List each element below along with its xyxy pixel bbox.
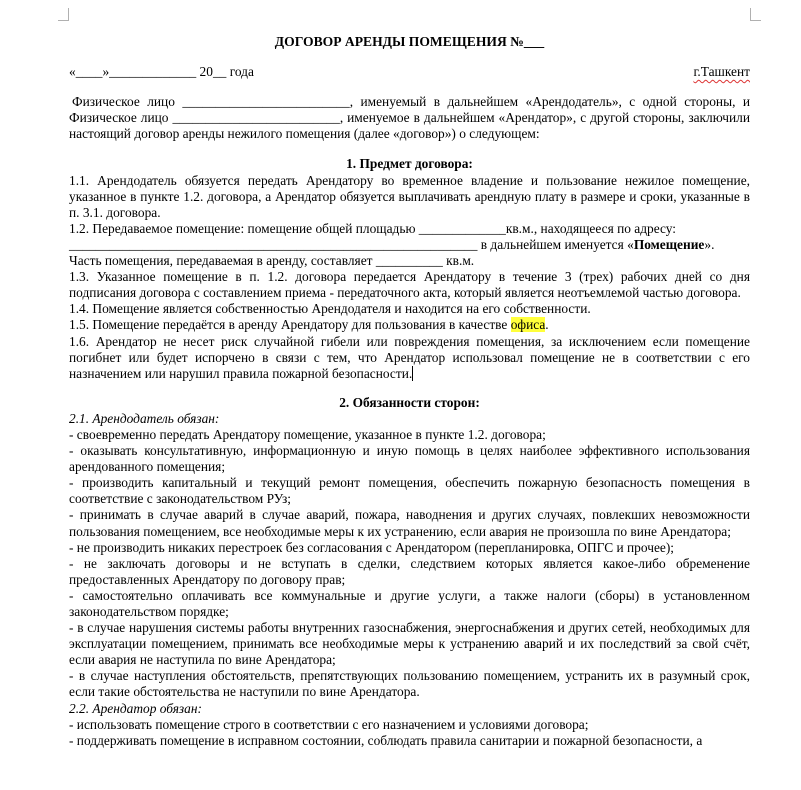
page-corner-mark-right	[750, 8, 761, 21]
list-item: - в случае нарушения системы работы внутренних газоснабжения, энергоснабжения и других сетей, необходимых для эксплуатации помещением, принимать все необходимые меры к устранению аварий и их последствий за свой счёт, если авария не наступила по вине Арендатора;	[69, 620, 750, 668]
highlighted-word: офиса	[510, 317, 546, 333]
list-item: - не производить никаких перестроек без согласования с Арендатором (перепланировка, ОПГС и прочее);	[69, 539, 675, 555]
list-item: - принимать в случае аварий в случае аварий, пожара, наводнения и других случаях, повлекших невозможности пользования помещением, все необходимые меры к их устранению, если авария не произошла по вине Арендатора;	[69, 507, 750, 539]
clause-1-5	[69, 317, 750, 333]
document-title: ДОГОВОР АРЕНДЫ ПОМЕЩЕНИЯ №___	[274, 34, 545, 49]
clause-1-6-text: 1.6. Арендатор не несет риск случайной гибели или повреждения помещения, за исключением если помещение погибнет или будет испорчено в связи с тем, что Арендатор использовал помещение не в соответствии с его назначением или нарушил правила пожарной безопасности.	[69, 333, 750, 381]
date-placeholder: «____»_____________ 20__ года	[69, 64, 254, 80]
clause-1-2-close: ».	[704, 236, 715, 252]
clause-1-2-address: _____________________________________________________________ в дальнейшем именуется «	[69, 236, 634, 252]
subsection-2-1: 2.1. Арендодатель обязан:	[69, 410, 220, 426]
list-2-2	[69, 717, 750, 749]
list-item: - самостоятельно оплачивать все коммунальные и другие услуги, а также налоги (сборы) в установленном законодательством порядке;	[69, 587, 750, 619]
section-1-heading: 1. Предмет договора:	[346, 156, 473, 172]
list-item: - поддерживать помещение в исправном состоянии, соблюдать правила санитарии и пожарной безопасности, а	[69, 732, 703, 748]
clause-1-4: 1.4. Помещение является собственностью Арендодателя и находится на его собственности.	[69, 301, 591, 317]
list-2-1	[69, 427, 750, 701]
clause-1-5-end: .	[545, 317, 549, 333]
city-name: г.Ташкент	[693, 64, 750, 80]
text-cursor	[412, 366, 413, 381]
document-page	[69, 34, 750, 749]
clause-1-2-line-3: Часть помещения, передаваемая в аренду, составляет __________ кв.м.	[69, 253, 475, 269]
clause-1-1: 1.1. Арендодатель обязуется передать Арендатору во временное владение и пользование нежилое помещение, указанное в пункте 1.2. договора, а Арендатор обязуется выплачивать арендную плату в размере и сроки, указанные в п. 3.1. договора.	[69, 172, 750, 220]
list-item: - производить капитальный и текущий ремонт помещения, обеспечить пожарную безопасность помещения в соответствие с законодательством РУз;	[69, 475, 750, 507]
clause-1-2-line-1: 1.2. Передаваемое помещение: помещение общей площадью _____________кв.м., находящееся по адресу:	[69, 220, 677, 236]
list-item: - не заключать договоры и не вступать в сделки, следствием которых является какое-либо обременение предоставленных Арендатору по договору прав;	[69, 555, 750, 587]
list-item: - использовать помещение строго в соответствии с его назначением и условиями договора;	[69, 716, 589, 732]
clause-1-2-term: Помещение	[633, 236, 705, 252]
list-item: - в случае наступления обстоятельств, препятствующих пользованию помещением, устранить их в разумный срок, если такие обстоятельства не наступили по вине Арендатора.	[69, 668, 750, 700]
section-2-heading: 2. Обязанности сторон:	[339, 394, 480, 410]
list-item: - своевременно передать Арендатору помещение, указанное в пункте 1.2. договора;	[69, 426, 546, 442]
page-corner-mark-left	[58, 8, 69, 21]
subsection-2-2: 2.2. Арендатор обязан:	[69, 700, 202, 716]
date-line	[69, 64, 750, 80]
clause-1-6	[69, 334, 750, 382]
clause-1-3: 1.3. Указанное помещение в п. 1.2. договора передается Арендатору в течение 3 (трех) рабочих дней со дня подписания договора с составлением приема - передаточного акта, который является неотъемлемой частью договора.	[69, 269, 750, 301]
intro-paragraph: Физическое лицо _________________________, именуемый в дальнейшем «Арендодатель», с одной стороны, и Физическое лицо _________________________, именуемое в дальнейшем «Арендатор», с другой стороны, заключили настоящий договор аренды нежилого помещения (далее «договор») о следующем:	[69, 94, 750, 142]
clause-1-2-line-2	[69, 237, 750, 253]
list-item: - оказывать консультативную, информационную и иную помощь в целях наиболее эффективного использования арендованного помещения;	[69, 443, 750, 475]
clause-1-5-text: 1.5. Помещение передаётся в аренду Арендатору для пользования в качестве	[69, 317, 511, 333]
